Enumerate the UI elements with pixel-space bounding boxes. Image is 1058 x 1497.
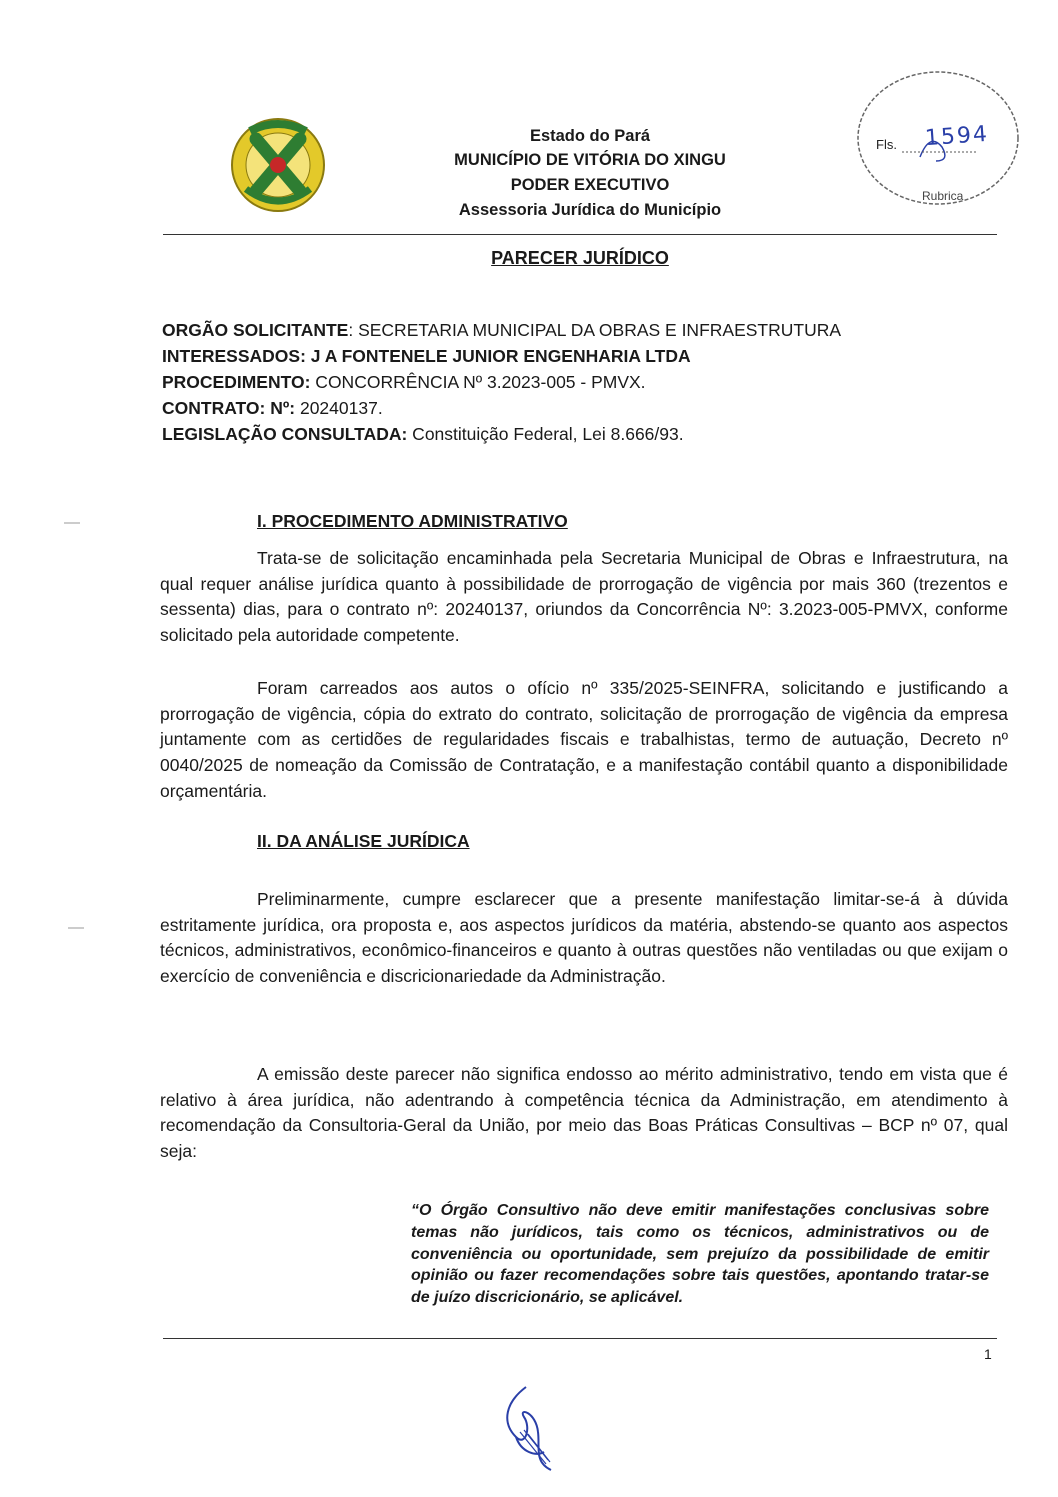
stamp-rubrica-label: Rubrica [922,189,964,203]
meta-procedimento-value: CONCORRÊNCIA Nº 3.2023-005 - PMVX. [310,372,646,392]
meta-interessados-text: INTERESSADOS: J A FONTENELE JUNIOR ENGENHARIA LTDA [162,346,691,366]
section-2-heading: II. DA ANÁLISE JURÍDICA [257,831,470,851]
meta-contrato-label: CONTRATO: Nº: [162,398,296,418]
meta-contrato-value: 20240137. [295,398,383,418]
meta-orgao-value: : SECRETARIA MUNICIPAL DA OBRAS E INFRAESTRUTURA [348,320,842,340]
meta-legislacao [162,422,684,446]
meta-orgao [162,318,841,342]
section-1-paragraph-1 [160,546,1008,649]
meta-procedimento [162,370,646,394]
document-title: PARECER JURÍDICO [491,248,669,268]
section-2-paragraph-1 [160,887,1008,990]
header-divider [163,234,997,235]
meta-legislacao-value: Constituição Federal, Lei 8.666/93. [407,424,684,444]
stamp-fls-label: Fls. [876,137,897,152]
section-2-p2-text: A emissão deste parecer não significa endosso ao mérito administrativo, tendo em vista que é relativo à área jurídica, não adentrando à competência técnica da Administração, em atendimento à recomendação da Consultoria-Geral da União, por meio das Boas Práticas Consultivas – BCP nº 07, qual seja: [160,1064,1008,1162]
section-1-p2-text: Foram carreados aos autos o ofício nº 335/2025-SEINFRA, solicitando e justificando a prorrogação de vigência, cópia do extrato do contrato, solicitação de prorrogação de vigência da empresa juntamente com as certidões de regularidades fiscais e trabalhistas, termo de autuação, Decreto nº 0040/2025 de nomeação da Comissão de Contratação, e a manifestação contábil quanto a disponibilidade orçamentária. [160,678,1008,801]
meta-legislacao-label: LEGISLAÇÃO CONSULTADA: [162,424,408,444]
header-state: Estado do Pará [529,127,651,145]
header-municipality: MUNICÍPIO DE VITÓRIA DO XINGU [454,151,726,169]
section-1-p1-text: Trata-se de solicitação encaminhada pela Secretaria Municipal de Obras e Infraestrutura, na qual requer análise jurídica quanto à possibilidade de prorrogação de vigência por mais 360 (trezentos e sessenta) dias, para o contrato nº: 20240137, oriundos da Concorrência Nº: 3.2023-005-PMVX, conforme solicitado pela autoridade competente. [160,548,1008,646]
footer-divider [163,1338,997,1339]
meta-interessados [162,344,691,368]
municipal-crest-logo [228,115,328,215]
meta-orgao-label: ORGÃO SOLICITANTE [162,320,349,340]
block-quote: “O Órgão Consultivo não deve emitir manifestações conclusivas sobre temas não jurídicos, tais como os técnicos, administrativos ou de conveniência ou oportunidade, sem prejuízo da possibilidade de emitir opinião ou fazer recomendações sobre tais questões, apontando tratar-se de juízo discricionário, se aplicável. [411,1202,989,1307]
header-power: PODER EXECUTIVO [510,176,670,194]
stamp-page-number: 1594 [924,121,990,152]
meta-contrato [162,396,383,420]
section-1-heading: I. PROCEDIMENTO ADMINISTRATIVO [257,511,568,531]
section-2-p1-text: Preliminarmente, cumpre esclarecer que a presente manifestação limitar-se-á à dúvida estritamente jurídica, ora proposta e, aos aspectos jurídicos da matéria, abstendo-se quanto aos aspectos técnicos, administrativos, econômico-financeiros e quanto à outras questões não ventiladas ou que exijam o exercício de conveniência e discricionariedade da Administração. [160,889,1008,987]
meta-procedimento-label: PROCEDIMENTO: [162,372,311,392]
margin-mark [68,927,84,929]
header-department: Assessoria Jurídica do Município [458,201,722,219]
section-2-paragraph-2 [160,1062,1008,1165]
page-number: 1 [984,1346,992,1362]
margin-mark [64,522,80,524]
handwritten-signature [496,1382,566,1477]
section-1-paragraph-2 [160,676,1008,805]
